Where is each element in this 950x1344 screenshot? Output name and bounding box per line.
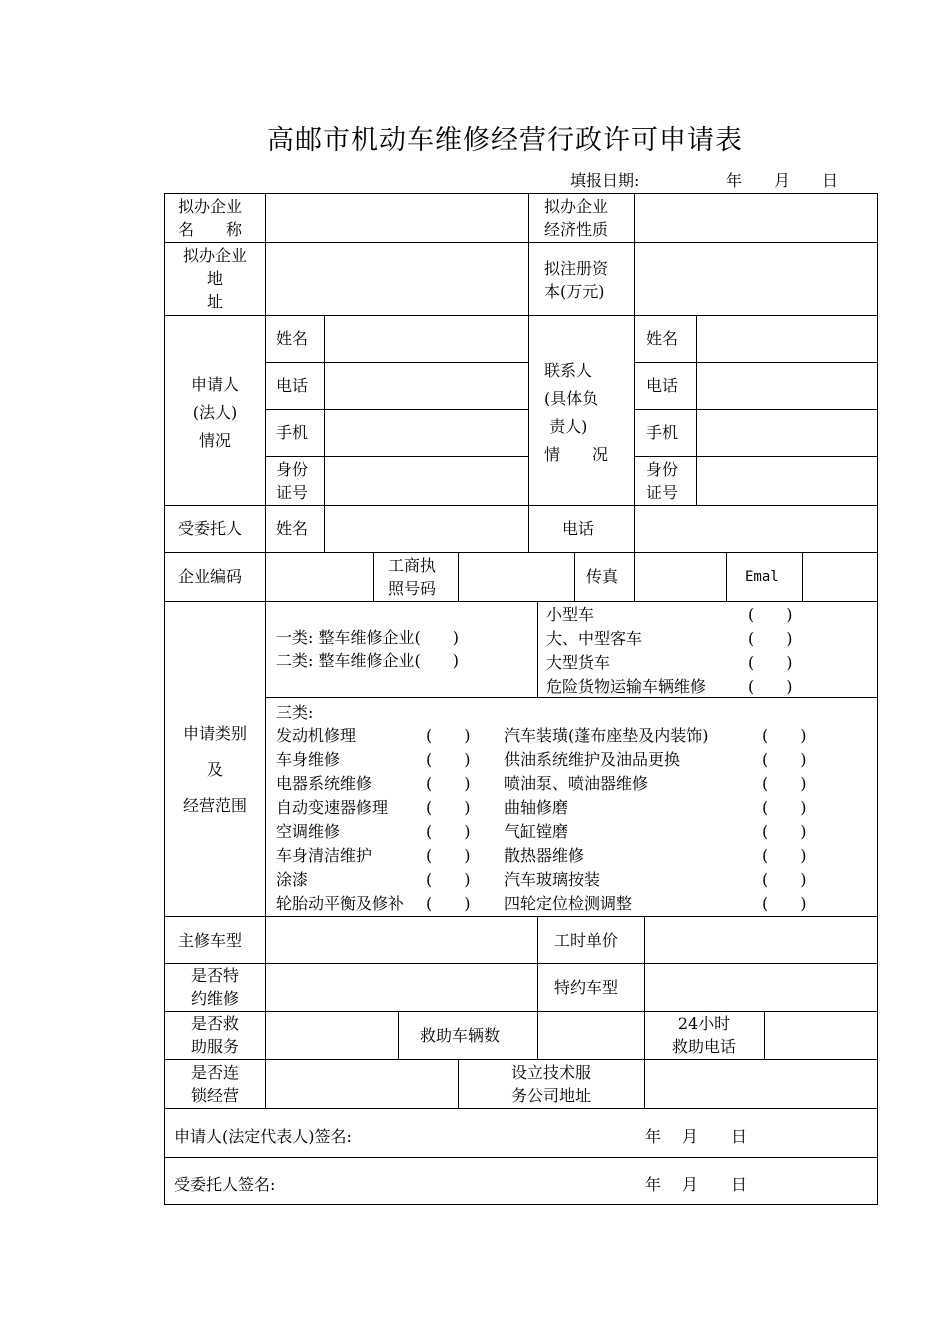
class3-item-option-label: 发动机修理 bbox=[276, 726, 357, 745]
class3-item-option[interactable] bbox=[276, 820, 501, 843]
business-license-label: 工商执 照号码 bbox=[388, 556, 437, 598]
contact-id-label: 身份 证号 bbox=[646, 460, 679, 502]
fill-date-year: 年 bbox=[726, 171, 743, 190]
trustee-phone-label: 电话 bbox=[562, 519, 595, 538]
business-license-input[interactable] bbox=[459, 553, 573, 600]
chain-operation-input[interactable] bbox=[266, 1060, 457, 1107]
class3-item-option[interactable] bbox=[276, 724, 501, 747]
vehicle-type-option[interactable] bbox=[546, 675, 876, 698]
main-model-label: 主修车型 bbox=[178, 931, 243, 950]
class3-item-checkbox[interactable]: ( ) bbox=[426, 726, 471, 745]
class3-item-option[interactable] bbox=[276, 844, 501, 867]
class3-item-option[interactable] bbox=[276, 748, 501, 771]
class3-item-checkbox[interactable]: ( ) bbox=[762, 726, 807, 745]
applicant-name-label: 姓名 bbox=[276, 329, 309, 348]
economic-nature-label: 拟办企业 经济性质 bbox=[544, 197, 609, 239]
applicant-mobile-input[interactable] bbox=[325, 410, 527, 455]
labor-price-label: 工时单价 bbox=[554, 931, 619, 950]
class1-option[interactable]: 一类: 整车维修企业( ) bbox=[276, 628, 459, 647]
class3-item-option-label: 汽车装璜(蓬布座垫及内装饰) bbox=[504, 726, 709, 745]
class3-item-option[interactable] bbox=[276, 892, 501, 915]
applicant-phone-label: 电话 bbox=[276, 376, 309, 395]
class3-label: 三类: bbox=[276, 703, 314, 722]
contact-name-input[interactable] bbox=[697, 316, 877, 361]
fill-date-month: 月 bbox=[774, 171, 791, 190]
class3-item-checkbox[interactable]: ( ) bbox=[426, 822, 471, 841]
applicant-signature-label: 申请人(法定代表人)签名: bbox=[174, 1127, 352, 1146]
rescue-service-input[interactable] bbox=[266, 1012, 397, 1058]
class3-item-checkbox[interactable]: ( ) bbox=[426, 870, 471, 889]
form-title: 高邮市机动车维修经营行政许可申请表 bbox=[267, 125, 743, 156]
labor-price-input[interactable] bbox=[645, 917, 877, 962]
class3-item-checkbox[interactable]: ( ) bbox=[426, 750, 471, 769]
company-name-input[interactable] bbox=[266, 194, 527, 241]
company-address-label: 拟办企业 地 址 bbox=[182, 246, 247, 311]
vehicle-type-checkbox[interactable]: ( ) bbox=[748, 629, 793, 648]
applicant-sign-month: 月 bbox=[682, 1127, 699, 1146]
class3-item-option-label: 供油系统维护及油品更换 bbox=[504, 750, 681, 769]
applicant-id-label: 身份 证号 bbox=[276, 460, 309, 502]
class2-option[interactable]: 二类: 整车维修企业( ) bbox=[276, 651, 459, 670]
class3-item-option-label: 四轮定位检测调整 bbox=[504, 894, 633, 913]
class3-item-option[interactable] bbox=[504, 796, 876, 819]
class3-item-checkbox[interactable]: ( ) bbox=[426, 798, 471, 817]
class3-item-checkbox[interactable]: ( ) bbox=[762, 750, 807, 769]
applicant-section-label: 申请人 (法人) 情况 bbox=[190, 375, 239, 450]
applicant-mobile-label: 手机 bbox=[276, 423, 309, 442]
service-company-address-label: 设立技术服 务公司地址 bbox=[510, 1063, 591, 1105]
trustee-sign-day: 日 bbox=[731, 1175, 748, 1194]
fill-date-day: 日 bbox=[822, 171, 839, 190]
class3-item-option[interactable] bbox=[504, 772, 876, 795]
company-address-input[interactable] bbox=[266, 243, 527, 314]
rescue-phone-label: 24小时 救助电话 bbox=[671, 1014, 736, 1056]
class3-item-checkbox[interactable]: ( ) bbox=[426, 774, 471, 793]
service-company-address-input[interactable] bbox=[645, 1060, 877, 1107]
category-section-label: 申请类别 及 经营范围 bbox=[182, 724, 247, 815]
registered-capital-label: 拟注册资 本(万元) bbox=[544, 259, 609, 301]
contact-name-label: 姓名 bbox=[646, 329, 679, 348]
special-model-label: 特约车型 bbox=[554, 978, 619, 997]
class3-item-option-label: 气缸镗磨 bbox=[504, 822, 569, 841]
trustee-signature-field[interactable] bbox=[300, 1161, 630, 1201]
vehicle-type-option-label: 小型车 bbox=[546, 605, 595, 624]
fax-input[interactable] bbox=[635, 553, 725, 600]
vehicle-type-checkbox[interactable]: ( ) bbox=[748, 677, 793, 696]
special-repair-input[interactable] bbox=[266, 964, 536, 1010]
main-model-input[interactable] bbox=[266, 917, 536, 962]
class3-item-option[interactable] bbox=[504, 844, 876, 867]
vehicle-type-option-label: 大、中型客车 bbox=[546, 629, 643, 648]
contact-mobile-input[interactable] bbox=[697, 410, 877, 455]
class3-item-option-label: 喷油泵、喷油器维修 bbox=[504, 774, 649, 793]
special-repair-label: 是否特 约维修 bbox=[190, 966, 239, 1008]
class3-item-checkbox[interactable]: ( ) bbox=[762, 846, 807, 865]
contact-section-label: 联系人 (具体负 责人) 情 况 bbox=[544, 361, 609, 464]
class3-item-option-label: 自动变速器修理 bbox=[276, 798, 389, 817]
fill-date-input[interactable] bbox=[650, 166, 790, 188]
class3-item-option[interactable] bbox=[276, 868, 501, 891]
class3-item-checkbox[interactable]: ( ) bbox=[762, 774, 807, 793]
class3-item-option[interactable] bbox=[276, 796, 501, 819]
applicant-phone-input[interactable] bbox=[325, 363, 527, 408]
class3-item-option-label: 车身清洁维护 bbox=[276, 846, 373, 865]
trustee-phone-input[interactable] bbox=[635, 506, 877, 551]
rescue-vehicle-count-input[interactable] bbox=[538, 1012, 643, 1058]
class3-item-option-label: 曲轴修磨 bbox=[504, 798, 569, 817]
special-model-input[interactable] bbox=[645, 964, 877, 1010]
vehicle-type-option[interactable] bbox=[546, 651, 876, 674]
class3-item-option[interactable] bbox=[504, 724, 876, 747]
class3-item-option-label: 汽车玻璃按装 bbox=[504, 870, 601, 889]
enterprise-code-input[interactable] bbox=[266, 553, 372, 600]
enterprise-code-label: 企业编码 bbox=[178, 567, 243, 586]
contact-mobile-label: 手机 bbox=[646, 423, 679, 442]
vehicle-type-option[interactable] bbox=[546, 627, 876, 650]
vehicle-type-checkbox[interactable]: ( ) bbox=[748, 653, 793, 672]
trustee-sign-year: 年 bbox=[645, 1175, 662, 1194]
applicant-name-input[interactable] bbox=[325, 316, 527, 361]
class3-item-option[interactable] bbox=[276, 772, 501, 795]
trustee-signature-label: 受委托人签名: bbox=[174, 1175, 276, 1194]
class3-item-option-label: 散热器维修 bbox=[504, 846, 585, 865]
class3-item-checkbox[interactable]: ( ) bbox=[762, 798, 807, 817]
class3-item-option[interactable] bbox=[504, 820, 876, 843]
fax-label: 传真 bbox=[586, 567, 619, 586]
contact-phone-label: 电话 bbox=[646, 376, 679, 395]
class3-item-option-label: 轮胎动平衡及修补 bbox=[276, 894, 405, 913]
email-label: Emal bbox=[745, 569, 779, 585]
class3-item-option-label: 电器系统维修 bbox=[276, 774, 373, 793]
class3-item-option[interactable] bbox=[504, 748, 876, 771]
registered-capital-input[interactable] bbox=[635, 243, 877, 314]
applicant-signature-field[interactable] bbox=[420, 1112, 630, 1152]
class3-item-checkbox[interactable]: ( ) bbox=[426, 846, 471, 865]
email-input[interactable] bbox=[803, 553, 877, 600]
class3-item-checkbox[interactable]: ( ) bbox=[426, 894, 471, 913]
economic-nature-input[interactable] bbox=[635, 194, 877, 241]
applicant-id-input[interactable] bbox=[325, 457, 527, 504]
class3-item-checkbox[interactable]: ( ) bbox=[762, 822, 807, 841]
vehicle-type-option-label: 危险货物运输车辆维修 bbox=[546, 677, 707, 696]
class3-item-option-label: 车身维修 bbox=[276, 750, 341, 769]
vehicle-type-option-label: 大型货车 bbox=[546, 653, 611, 672]
class3-item-option[interactable] bbox=[504, 868, 876, 891]
trustee-sign-month: 月 bbox=[682, 1175, 699, 1194]
class3-item-checkbox[interactable]: ( ) bbox=[762, 870, 807, 889]
applicant-sign-year: 年 bbox=[645, 1127, 662, 1146]
class3-item-checkbox[interactable]: ( ) bbox=[762, 894, 807, 913]
rescue-vehicle-count-label: 救助车辆数 bbox=[420, 1026, 501, 1045]
class3-item-option[interactable] bbox=[504, 892, 876, 915]
contact-phone-input[interactable] bbox=[697, 363, 877, 408]
vehicle-type-option[interactable] bbox=[546, 603, 876, 626]
applicant-sign-day: 日 bbox=[731, 1127, 748, 1146]
fill-date-label: 填报日期: bbox=[570, 171, 640, 190]
vehicle-type-checkbox[interactable]: ( ) bbox=[748, 605, 793, 624]
rescue-phone-input[interactable] bbox=[765, 1012, 877, 1058]
trustee-name-input[interactable] bbox=[325, 506, 527, 551]
chain-operation-label: 是否连 锁经营 bbox=[190, 1063, 239, 1105]
class3-item-option-label: 空调维修 bbox=[276, 822, 341, 841]
trustee-label: 受委托人 bbox=[178, 519, 243, 538]
class3-item-option-label: 涂漆 bbox=[276, 870, 309, 889]
rescue-service-label: 是否救 助服务 bbox=[190, 1014, 239, 1056]
trustee-name-label: 姓名 bbox=[276, 519, 309, 538]
company-name-label: 拟办企业 名 称 bbox=[178, 197, 243, 239]
contact-id-input[interactable] bbox=[697, 457, 877, 504]
